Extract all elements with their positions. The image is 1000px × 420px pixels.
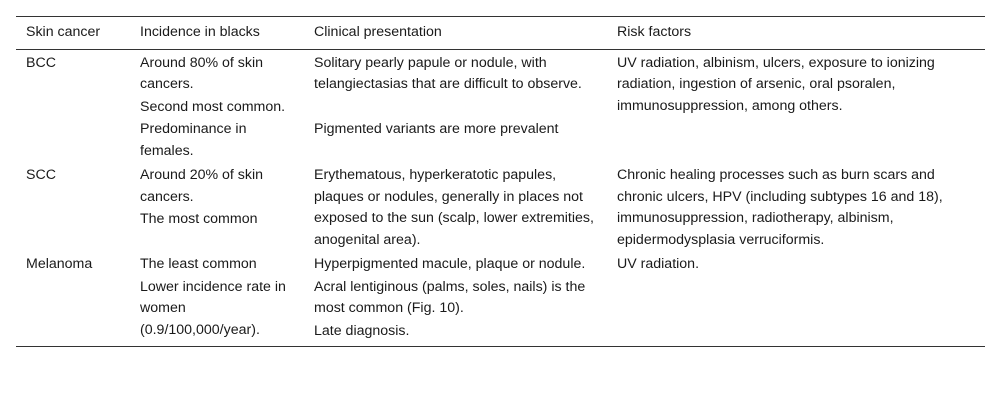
incidence-text: Around 80% of skin cancers. [140, 54, 264, 92]
incidence-text: Around 20% of skin cancers. [140, 167, 264, 205]
cell-presentation [304, 162, 607, 251]
presentation-text: Erythematous, hyperkeratotic papules, plaques or nodules, generally in places not exposed to the sun (scalp, lower extremities, anogenital area). [314, 167, 594, 248]
cell-incidence [130, 49, 304, 162]
header-clinical-presentation: Clinical presentation [304, 17, 607, 50]
skin-cancer-table [16, 16, 985, 347]
incidence-text: Second most common. [140, 98, 286, 115]
presentation-text: Hyperpigmented macule, plaque or nodule. [314, 256, 586, 272]
cell-incidence [130, 251, 304, 347]
cell-incidence [130, 162, 304, 251]
incidence-text: Lower incidence rate in women (0.9/100,000/year). [140, 278, 286, 338]
cancer-name: BCC [26, 54, 56, 71]
cancer-name: SCC [26, 167, 56, 183]
presentation-text: Pigmented variants are more prevalent [314, 120, 559, 137]
table-header [16, 17, 985, 50]
table-row-scc [16, 162, 985, 251]
cell-presentation [304, 49, 607, 162]
incidence-text: The least common [140, 256, 257, 272]
table-container [16, 16, 985, 347]
incidence-text: Predominance in females. [140, 121, 247, 159]
cancer-name: Melanoma [26, 256, 93, 272]
cell-risk [607, 251, 985, 347]
cell-cancer [16, 251, 130, 347]
cell-presentation [304, 251, 607, 347]
presentation-text: Solitary pearly papule or nodule, with telangiectasias that are difficult to observe. [314, 54, 582, 92]
risk-text: Chronic healing processes such as burn scars and chronic ulcers, HPV (including subtypes 16 and 18), immunosuppression, radiotherapy, albinism, epidermodysplasia verruciformis. [617, 167, 943, 248]
risk-text: UV radiation. [617, 256, 700, 272]
table-row-melanoma [16, 251, 985, 347]
cell-risk [607, 162, 985, 251]
table-body [16, 49, 985, 347]
incidence-text: The most common [140, 211, 258, 227]
cell-risk [607, 49, 985, 162]
presentation-text: Late diagnosis. [314, 322, 410, 339]
table-row-bcc [16, 49, 985, 162]
header-risk-factors: Risk factors [607, 17, 985, 50]
header-row [16, 17, 985, 50]
cell-cancer [16, 49, 130, 162]
header-incidence: Incidence in blacks [130, 17, 304, 50]
risk-text: UV radiation, albinism, ulcers, exposure to ionizing radiation, ingestion of arsenic, oral psoralen, immunosuppression, among others. [617, 54, 935, 114]
cell-cancer [16, 162, 130, 251]
presentation-text: Acral lentiginous (palms, soles, nails) is the most common (Fig. 10). [314, 278, 586, 316]
header-skin-cancer: Skin cancer [16, 17, 130, 50]
